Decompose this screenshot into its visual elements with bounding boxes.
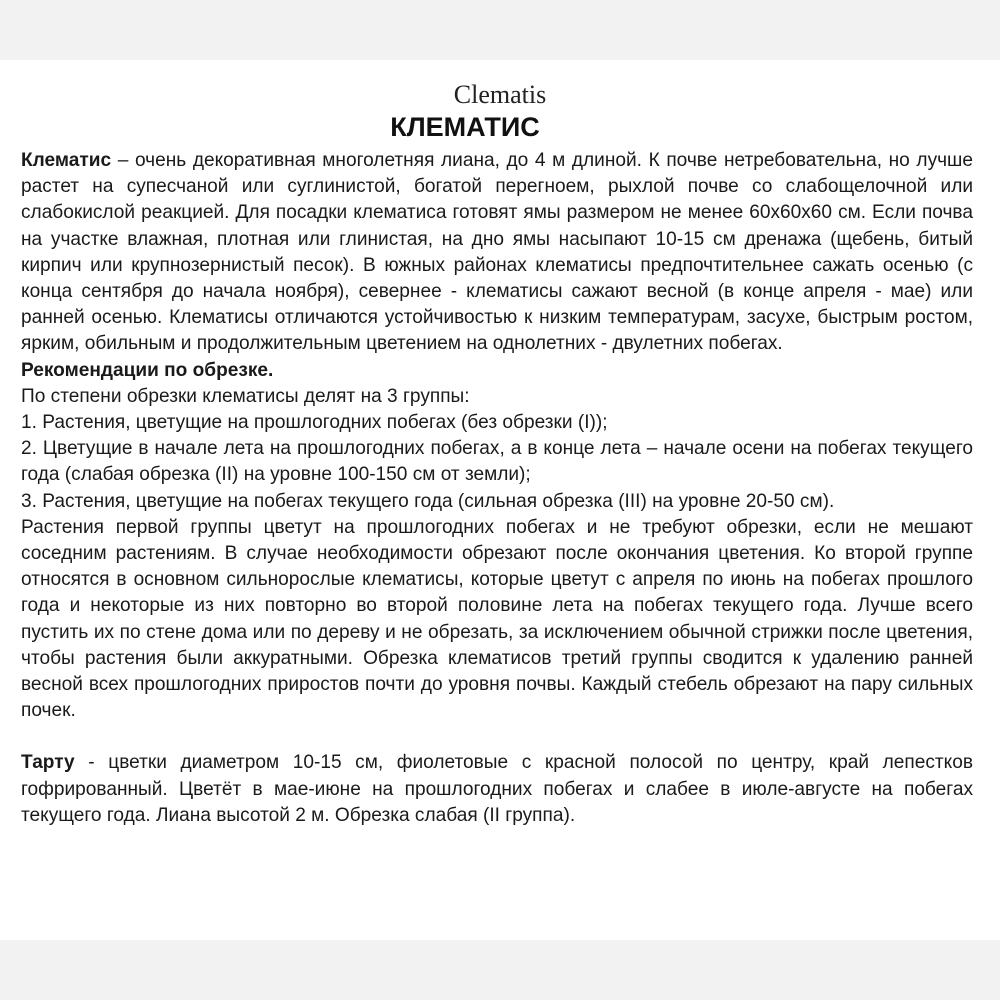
title-russian: КЛЕМАТИС: [390, 112, 540, 142]
pruning-text: Растения первой группы цветут на прошлогодних побегах и не требуют обрезки, если не мешают соседним растениям. В случае необходимости обрезают после окончания цветения. Ко второй группе относятся в основном сильнорослые клематисы, которые цветут с апреля по июнь на побегах прошлого года и некоторые из них повторно во второй половине лета на побегах текущего года. Лучше всего пустить их по стене дома или по дереву и не обрезать, за исключением обычной стрижки после цветения, чтобы растения были аккуратными. Обрезка клематисов третий группы сводится к удалению ранней весной всех прошлогодних приростов почти до уровня почвы. Каждый стебель обрезают на пару сильных почек.: [21, 516, 973, 722]
title-latin: Clematis: [453, 80, 547, 109]
pruning-group-1: 1. Растения, цветущие на прошлогодних побегах (без обрезки (I));: [21, 412, 608, 434]
intro-paragraph: [21, 148, 973, 358]
pruning-group-3: 3. Растения, цветущие на побегах текущего года (сильная обрезка (III) на уровне 20-50 см).: [21, 490, 835, 512]
pruning-heading: Рекомендации по обрезке.: [21, 359, 274, 381]
section-gap: [21, 724, 973, 750]
variety-name: Тарту: [21, 752, 75, 774]
leaflet-page: [0, 60, 1000, 940]
intro-text: – очень декоративная многолетняя лиана, до 4 м длиной. К почве нетребовательна, но лучше растет на супесчаной или суглинистой, богатой перегноем, рыхлой почве со слабощелочной или слабокислой реакцией. Для посадки клематиса готовят ямы размером не менее 60x60x60 см. Если почва на участке влажная, плотная или глинистая, на дно ямы насыпают 10-15 см дренажа (щебень, битый кирпич или крупнозернистый песок). В южных районах клематисы предпочтительнее сажать осенью (с конца сентября до начала ноября), севернее - клематисы сажают весной (в конце апреля - мае) или ранней осенью. Клематисы отличаются устойчивостью к низким температурам, засухе, быстрым ростом, ярким, обильным и продолжительным цветением на однолетних - двулетних побегах.: [21, 150, 973, 355]
pruning-lead: По степени обрезки клематисы делят на 3 группы:: [21, 385, 470, 407]
pruning-group-2: 2. Цветущие в начале лета на прошлогодних побегах, а в конце лета – начале осени на побегах текущего года (слабая обрезка (II) на уровне 100-150 см от земли);: [21, 438, 973, 486]
variety-paragraph: [21, 750, 973, 829]
leaflet-body: [21, 148, 973, 829]
intro-term: Клематис: [21, 150, 112, 171]
variety-text: - цветки диаметром 10-15 см, фиолетовые с красной полосой по центру, край лепестков гофрированный. Цветёт в мае-июне на прошлогодних побегах и слабее в июле-августе на побегах текущего года. Лиана высотой 2 м. Обрезка слабая (II группа).: [21, 752, 973, 826]
